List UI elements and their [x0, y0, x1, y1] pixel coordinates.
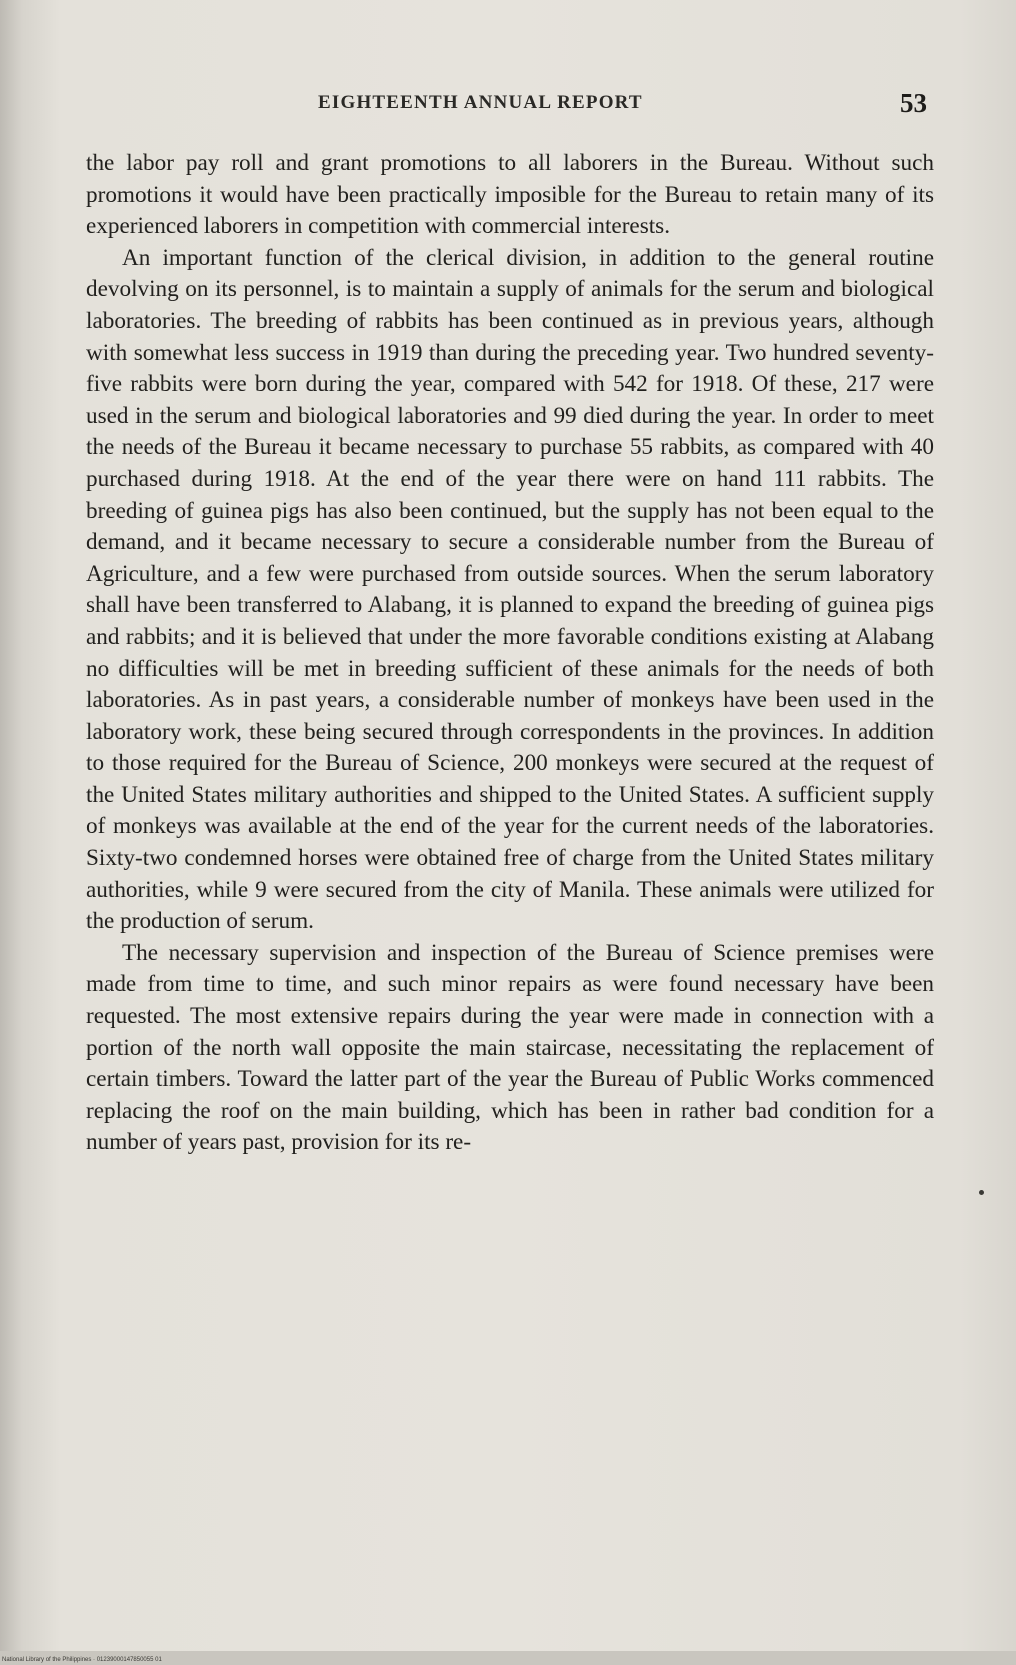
body-text: [86, 148, 934, 1159]
page-number: 53: [900, 88, 927, 118]
paragraph-repairs: The necessary supervision and inspection of the Bureau of Science premises were made from time to time, and such minor repairs as were found necessary have been requested. The most extensive repairs during the year were made in connection with a portion of the north wall opposite the main staircase, necessitating the replacement of certain timbers. Toward the latter part of the year the Bureau of Public Works commenced replacing the roof on the main building, which has been in rather bad condition for a number of years past, provision for its re-: [86, 939, 934, 1156]
scan-footer: [0, 1651, 1016, 1665]
scan-credit: National Library of the Philippines · 01239000147850055 01: [2, 1657, 162, 1663]
paragraph-continuation: the labor pay roll and grant promotions to all laborers in the Bureau. Without such promotions it would have been practically imposible for the Bureau to retain many of its experienced laborers in competition with commercial interests.: [86, 150, 934, 240]
running-head: EIGHTEENTH ANNUAL REPORT: [318, 92, 643, 113]
paragraph-animals: An important function of the clerical division, in addition to the general routine devolving on its personnel, is to maintain a supply of animals for the serum and biological laboratories. The breeding of rabbits has been continued as in previous years, although with somewhat less success in 1919 than during the preceding year. Two hundred seventy-five rabbits were born during the year, compared with 542 for 1918. Of these, 217 were used in the serum and biological laboratories and 99 died during the year. In order to meet the needs of the Bureau it became necessary to purchase 55 rabbits, as compared with 40 purchased during 1918. At the end of the year there were on hand 111 rabbits. The breeding of guinea pigs has also been continued, but the supply has not been equal to the demand, and it became necessary to secure a considerable number from the Bureau of Agriculture, and a few were purchased from outside sources. When the serum laboratory shall have been transferred to Alabang, it is planned to expand the breeding of guinea pigs and rabbits; and it is believed that under the more favorable conditions existing at Alabang no difficulties will be met in breeding sufficient of these animals for the needs of both laboratories. As in past years, a considerable number of monkeys have been used in the laboratory work, these being secured through correspondents in the provinces. In addition to those required for the Bureau of Science, 200 monkeys were secured at the request of the United States military authorities and shipped to the United States. A sufficient supply of monkeys was available at the end of the year for the current needs of the laboratories. Sixty-two condemned horses were obtained free of charge from the United States military authorities, while 9 were secured from the city of Manila. These animals were utilized for the production of serum.: [86, 244, 934, 935]
page-header: [0, 88, 1016, 128]
margin-speck: [979, 1190, 984, 1195]
